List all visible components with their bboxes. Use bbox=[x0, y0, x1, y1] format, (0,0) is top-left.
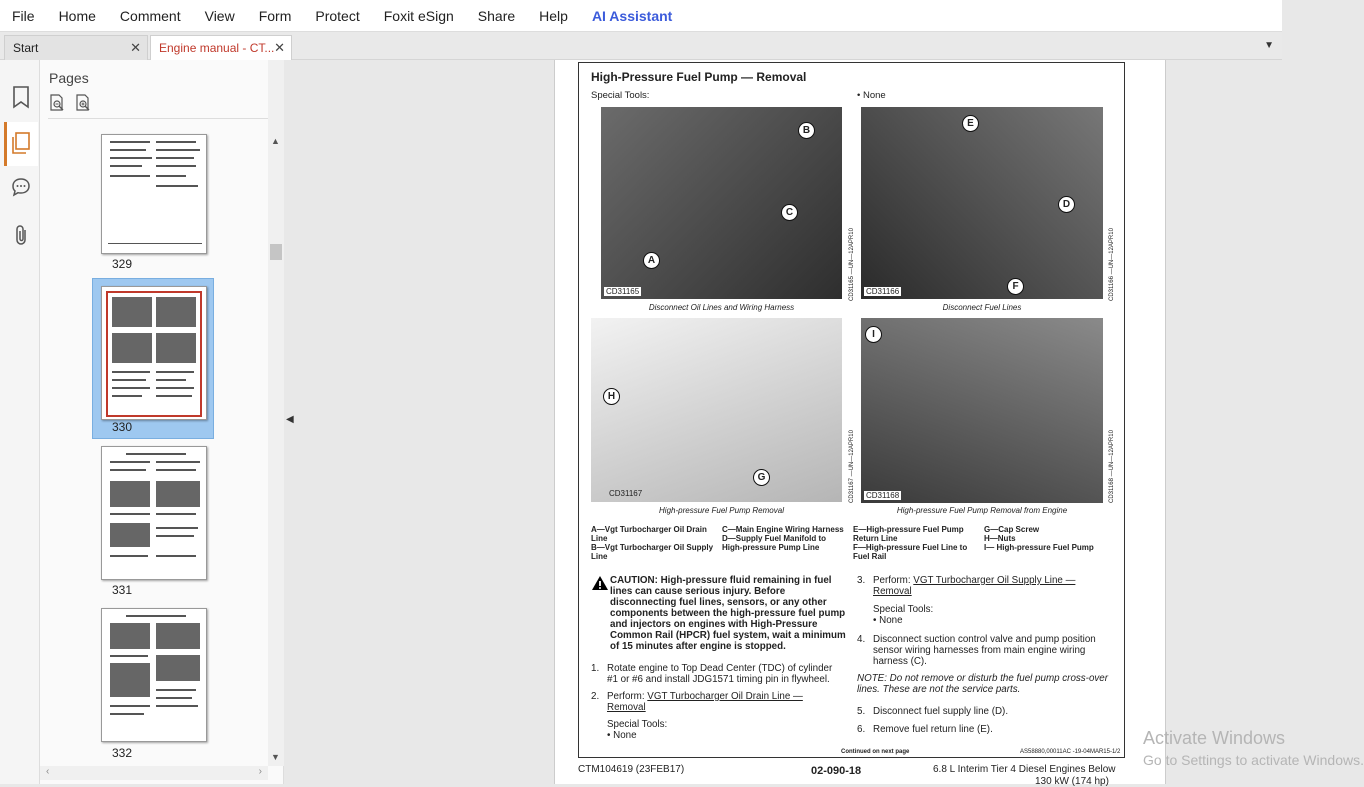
legend-item: I— High-pressure Fuel Pump bbox=[984, 543, 1094, 552]
page-thumbnail bbox=[101, 286, 207, 420]
watermark-line-1: Activate Windows bbox=[1143, 728, 1286, 748]
menu-view[interactable]: View bbox=[204, 7, 235, 24]
menu-share[interactable]: Share bbox=[477, 7, 516, 24]
tab-engine-manual[interactable] bbox=[150, 35, 292, 60]
comment-icon[interactable] bbox=[8, 174, 34, 200]
photo-oil-lines bbox=[601, 107, 842, 299]
document-id: AS58880,00011AC -19-04MAR15-1/2 bbox=[1020, 749, 1121, 755]
pages-panel bbox=[40, 60, 284, 784]
collapse-panel-button[interactable] bbox=[284, 60, 296, 784]
callout-b: B bbox=[798, 122, 815, 139]
zoom-out-thumbnail-icon[interactable] bbox=[48, 94, 66, 117]
menu-protect[interactable]: Protect bbox=[315, 7, 360, 24]
special-tools-label: Special Tools: bbox=[607, 719, 668, 730]
page-thumbnail bbox=[101, 446, 207, 580]
link-vgt-oil-drain-removal[interactable]: VGT Turbocharger Oil Drain Line — Removal bbox=[607, 691, 803, 713]
close-icon[interactable]: ✕ bbox=[274, 40, 285, 55]
special-tools-label: Special Tools: bbox=[591, 90, 650, 101]
zoom-in-thumbnail-icon[interactable] bbox=[74, 94, 92, 117]
chevron-down-icon[interactable]: ▼ bbox=[271, 752, 280, 762]
legend-item: A—Vgt Turbocharger Oil Drain Line bbox=[591, 525, 707, 543]
callout-g: G bbox=[753, 469, 770, 486]
callout-f: F bbox=[1007, 278, 1024, 295]
page-number: 329 bbox=[111, 257, 133, 271]
footer-page-number: 02-090-18 bbox=[811, 765, 862, 777]
chevron-down-icon[interactable]: ▼ bbox=[1264, 40, 1274, 51]
special-tools-none: • None bbox=[857, 90, 886, 101]
chevron-left-icon[interactable]: ‹ bbox=[46, 766, 50, 777]
continued-text: Continued on next page bbox=[841, 749, 910, 755]
photo-code: CD31168 bbox=[866, 491, 900, 500]
caution-text: CAUTION: High-pressure fluid remaining in fuel lines can cause serious injury. Before disconnecting fuel lines, sensors, or any other components between the high-pressure fuel pump and injectors on engines with High-Pressure Common Rail (HPCR) fuel system, wait a minimum of 15 minutes after engine is stopped. bbox=[610, 575, 846, 652]
legend-item: C—Main Engine Wiring Harness bbox=[722, 525, 844, 534]
special-tools-label: Special Tools: bbox=[873, 604, 934, 615]
tab-start-label: Start bbox=[13, 41, 39, 55]
legend-item: B—Vgt Turbocharger Oil Supply Line bbox=[591, 543, 714, 561]
menu-ai-assistant[interactable]: AI Assistant bbox=[591, 7, 673, 24]
special-tools-none: • None bbox=[873, 615, 903, 626]
document-page[interactable] bbox=[554, 60, 1166, 787]
panel-title: Pages bbox=[49, 70, 89, 86]
warning-icon bbox=[591, 575, 609, 596]
page-title: High-Pressure Fuel Pump — Removal bbox=[591, 70, 807, 84]
step-3: Perform: VGT Turbocharger Oil Supply Line — Removal bbox=[873, 575, 1076, 597]
photo-id: CD31167 —UN—12APR10 bbox=[849, 430, 855, 503]
illustration-pump-removal bbox=[591, 318, 842, 502]
step-2: Perform: VGT Turbocharger Oil Drain Line — Removal bbox=[607, 691, 803, 713]
menu-comment[interactable]: Comment bbox=[119, 7, 181, 24]
callout-a: A bbox=[643, 252, 660, 269]
menu-file[interactable]: File bbox=[12, 7, 35, 24]
step-5: Disconnect fuel supply line (D). bbox=[873, 706, 1009, 717]
footer-right: 6.8 L Interim Tier 4 Diesel Engines Below bbox=[933, 764, 1116, 775]
step-4: Disconnect suction control valve and pump position sensor wiring harnesses from main engine wiring harness (C). bbox=[873, 634, 1096, 667]
photo-id: CD31166 —UN—12APR10 bbox=[1109, 228, 1115, 301]
photo-caption: High-pressure Fuel Pump Removal bbox=[659, 506, 784, 515]
photo-fuel-lines bbox=[861, 107, 1103, 299]
photo-caption: High-pressure Fuel Pump Removal from Engine bbox=[896, 506, 1068, 515]
photo-caption: Disconnect Oil Lines and Wiring Harness bbox=[648, 303, 795, 312]
photo-id: CD31165 —UN—12APR10 bbox=[849, 228, 855, 301]
callout-d: D bbox=[1058, 196, 1075, 213]
photo-id: CD31168 —UN—12APR10 bbox=[1109, 430, 1115, 503]
step-1: Rotate engine to Top Dead Center (TDC) of cylinder #1 or #6 and install JDG1571 timing pin in flywheel. bbox=[607, 663, 833, 685]
photo-code: CD31165 bbox=[606, 287, 640, 296]
menu-home[interactable]: Home bbox=[58, 7, 96, 24]
page-thumbnail bbox=[101, 608, 207, 742]
close-icon[interactable]: ✕ bbox=[130, 40, 141, 55]
photo-code: CD31167 bbox=[609, 489, 643, 498]
photo-pump-from-engine bbox=[861, 318, 1103, 503]
footer-right-2: 130 kW (174 hp) bbox=[1035, 776, 1109, 787]
attachment-icon[interactable] bbox=[8, 222, 34, 248]
special-tools-none: • None bbox=[607, 730, 637, 741]
chevron-right-icon[interactable]: › bbox=[258, 766, 262, 777]
page-number: 330 bbox=[111, 420, 133, 434]
note-text: NOTE: Do not remove or disturb the fuel pump cross-over lines. These are not the service parts. bbox=[857, 673, 1109, 695]
legend-item: F—High-pressure Fuel Line to Fuel Rail bbox=[853, 543, 968, 561]
pages-icon[interactable] bbox=[8, 130, 34, 156]
chevron-left-icon: ◀ bbox=[286, 414, 294, 425]
menu-form[interactable]: Form bbox=[258, 7, 292, 24]
callout-i: I bbox=[865, 326, 882, 343]
divider bbox=[48, 118, 276, 119]
legend-item: G—Cap Screw bbox=[984, 525, 1040, 534]
photo-caption: Disconnect Fuel Lines bbox=[942, 303, 1022, 312]
menu-bar bbox=[0, 0, 1282, 32]
legend-item: H—Nuts bbox=[984, 534, 1016, 543]
horizontal-scrollbar[interactable] bbox=[40, 766, 268, 780]
tab-bar bbox=[0, 32, 1282, 60]
tab-doc-label: Engine manual - CT... bbox=[159, 41, 275, 55]
menu-foxit-esign[interactable]: Foxit eSign bbox=[383, 7, 454, 24]
thumbnail-scrollbar[interactable] bbox=[268, 60, 284, 766]
watermark-line-2: Go to Settings to activate Windows. bbox=[1143, 752, 1364, 768]
callout-c: C bbox=[781, 204, 798, 221]
callout-h: H bbox=[603, 388, 620, 405]
scrollbar-thumb[interactable] bbox=[270, 244, 282, 260]
step-6: Remove fuel return line (E). bbox=[873, 724, 993, 735]
page-thumbnail bbox=[101, 134, 207, 254]
panel-toolbar bbox=[48, 94, 92, 117]
photo-code: CD31166 bbox=[866, 287, 900, 296]
menu-help[interactable]: Help bbox=[539, 7, 568, 24]
activation-watermark bbox=[1143, 727, 1364, 771]
link-vgt-oil-supply-removal[interactable]: VGT Turbocharger Oil Supply Line — Removal bbox=[873, 575, 1076, 597]
page-frame: High-Pressure Fuel Pump — Removal Special Tools: • None B C A CD31165 CD31165 —UN—12APR10 Disconnect Oil Lines and Wiring Harness E D F CD31166 CD31166 —UN—12APR10 Disconnect Fuel Lines H G CD31167 CD31167 —UN—12APR10 High-pressure Fuel Pump Removal I CD31168 CD31168 —UN—12APR10 High-pressure Fuel Pump Removal from Engine A—Vgt Turbocharger Oil Drain Line B—Vgt Turbocharger Oil Supply Line C—Main Engine Wiring Harness D—Supply Fuel Manifold to High-pressure Pump Line E—High-pressure Fuel Pump Return Line F—High-pressure Fuel Line to Fuel Rail G—Cap Screw H—Nuts I— High-pressure Fuel Pump CAUTION: High-pressure fluid remaining in fuel lines can cause serious injury. Before disconnecting fuel lines, sensors, or any other components between the high-pressure fuel pump and injectors on engines with High-Pressure Common Rail (HPCR) fuel system, wait a minimum of 15 minutes after engine is stopped. 1. Rotate engine to Top Dead Center (TDC) of cylinder #1 or #6 and install JDG1571 timing pin in flywheel. 2. Perform: VGT Turbocharger Oil Drain Line — Removal Special Tools: • None 3. Perform: VGT Turbocharger Oil Supply Line — Removal Special Tools: • None 4. Disconnect suction control valve and pump position sensor wiring harnesses from main engine wiring harness (C). NOTE: Do not remove or disturb the fuel pump cross-over lines. These are not the service parts. 5. Disconnect fuel supply line (D). 6. Remove fuel return line (E). Continued on next page AS58880,00011AC -19-04MAR15-1/2 bbox=[578, 62, 1125, 758]
legend-item: D—Supply Fuel Manifold to High-pressure Pump Line bbox=[722, 534, 826, 552]
page-number: 332 bbox=[111, 746, 133, 760]
page-number: 331 bbox=[111, 583, 133, 597]
bookmark-icon[interactable] bbox=[8, 84, 34, 110]
callout-e: E bbox=[962, 115, 979, 132]
footer-left: CTM104619 (23FEB17) bbox=[578, 764, 685, 775]
chevron-up-icon[interactable]: ▲ bbox=[271, 136, 280, 146]
tab-start[interactable] bbox=[4, 35, 148, 60]
legend-item: E—High-pressure Fuel Pump Return Line bbox=[853, 525, 964, 543]
